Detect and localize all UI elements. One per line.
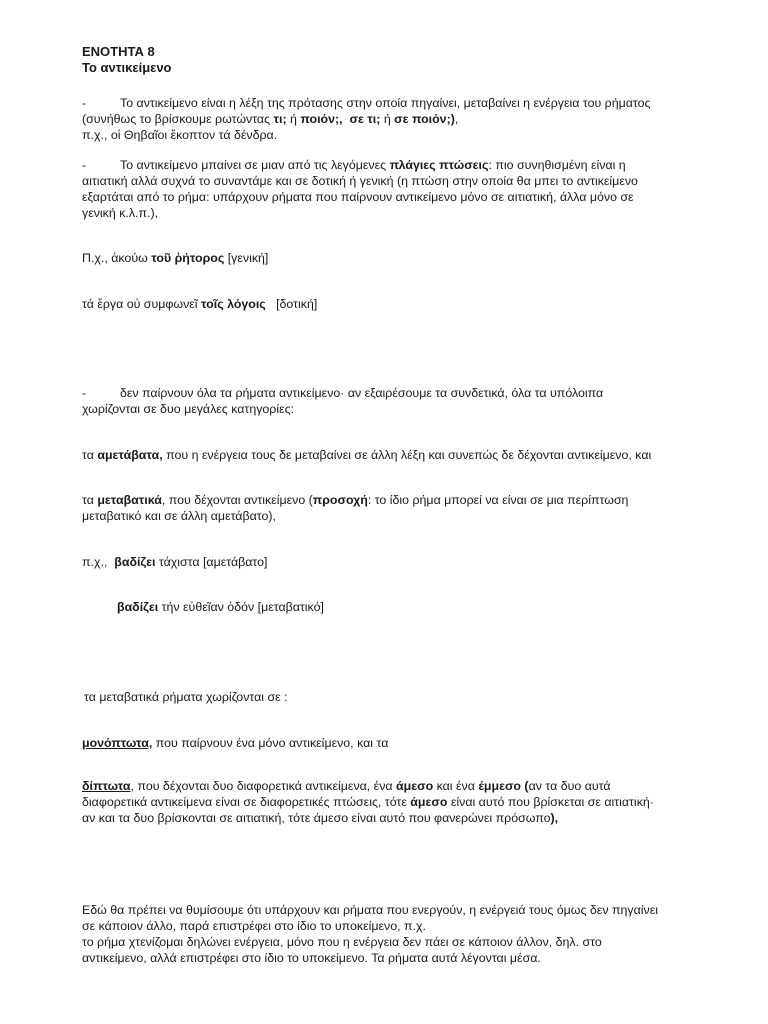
emphasis-text: σε τι; <box>349 112 381 126</box>
text-segment: τα μεταβατικά ρήματα χωρίζονται σε : <box>84 690 288 704</box>
text-segment: το ρήμα χτενίζομαι δηλώνει ενέργεια, μόνο που η ενέργεια δεν πάει σε κάποιον άλλον, δηλ. στο <box>82 935 602 949</box>
text-segment: τήν εὐθεῖαν ὁδόν [μεταβατικό] <box>158 600 324 614</box>
text-segment: (συνήθως το βρίσκουμε ρωτώντας <box>82 112 274 126</box>
para-monoptota <box>82 735 702 751</box>
para-categories <box>82 385 702 417</box>
text-line <box>82 296 702 312</box>
text-segment: που παίρνουν ένα μόνο αντικείμενο, και τα <box>152 736 389 750</box>
emphasis-text: προσοχή <box>312 493 368 507</box>
text-line <box>82 902 702 918</box>
emphasis-text: τοῦ ῥήτορος <box>151 251 225 265</box>
text-line <box>82 554 702 570</box>
emphasis-text: μεταβατικά <box>97 493 162 507</box>
emphasis-text: βαδίζει <box>117 600 159 614</box>
text-segment: μεταβατικό και σε άλλη αμετάβατο), <box>82 509 276 523</box>
text-segment: αιτιατική αλλά συχνά το συναντάμε και σε δοτική ή γενική (η πτώση στην οποία θα μπει το αντικείμενο <box>82 174 638 188</box>
text-line <box>82 810 702 826</box>
text-line <box>82 735 702 751</box>
text-segment: , <box>454 112 459 126</box>
text-line <box>82 447 702 463</box>
para-middle-voice <box>82 902 702 966</box>
text-segment: - <box>82 96 87 110</box>
emphasis-text: σε ποιόν;) <box>394 112 455 126</box>
emphasis-text: τι; <box>273 112 287 126</box>
text-line <box>82 778 702 794</box>
text-line <box>82 250 702 266</box>
text-segment: : το ίδιο ρήμα μπορεί να είναι σε μια περίπτωση <box>367 493 629 507</box>
emphasis-text: άμεσο <box>410 795 448 809</box>
para-example-dative <box>82 296 702 312</box>
text-segment: ή <box>380 112 395 126</box>
text-segment: , που δέχονται δυο διαφορετικά αντικείμενα, ένα <box>130 779 397 793</box>
emphasis-text: αμετάβατα, <box>97 448 163 462</box>
text-segment: τα <box>82 493 98 507</box>
text-segment: και ένα <box>433 779 479 793</box>
text-segment: είναι αυτό που βρίσκεται σε αιτιατική· <box>447 795 654 809</box>
emphasis-text: μονόπτωτα, <box>82 736 153 750</box>
text-segment: αν τα δυο αυτά <box>528 779 611 793</box>
emphasis-text: ), <box>550 811 559 825</box>
text-segment: τάχιστα [αμετάβατο] <box>155 555 268 569</box>
text-line <box>82 127 702 143</box>
text-segment: Το αντικείμενο μπαίνει σε μιαν από τις λεγόμενες <box>120 158 390 172</box>
para-example-transitive <box>117 599 737 615</box>
text-segment: γενική κ.λ.π.), <box>82 206 159 220</box>
text-line <box>82 950 702 966</box>
text-segment: - <box>82 158 87 172</box>
emphasis-text: δίπτωτα <box>82 779 131 793</box>
emphasis-text: βαδίζει <box>114 555 156 569</box>
text-line <box>117 599 737 615</box>
text-segment: : πιο συνηθισμένη είναι η <box>488 158 626 172</box>
text-segment: δεν παίρνουν όλα τα ρήματα αντικείμενο· αν εξαιρέσουμε τα συνδετικά, όλα τα υπόλοιπα <box>120 386 604 400</box>
text-segment: αν και τα δυο βρίσκονται σε αιτιατική, τότε άμεσο είναι αυτό που φανερώνει πρόσωπο <box>82 811 551 825</box>
text-segment: Εδώ θα πρέπει να θυμίσουμε ότι υπάρχουν και ρήματα που ενεργούν, η ενέργειά τους όμως δεν πηγαίνει <box>82 903 658 917</box>
text-line <box>82 95 702 111</box>
text-line <box>82 794 702 810</box>
text-segment: τα <box>82 448 98 462</box>
text-segment: εξαρτάται από το ρήμα: υπάρχουν ρήματα που παίρνουν αντικείμενο μόνο σε αιτιατική, άλλα μόνο σε <box>82 190 634 204</box>
text-segment: - <box>82 386 87 400</box>
text-segment: ή <box>286 112 301 126</box>
para-diptota <box>82 778 702 826</box>
text-segment: [δοτική] <box>265 297 318 311</box>
text-line <box>82 157 702 173</box>
section-title: ΕΝΟΤΗΤΑ 8 <box>82 44 155 59</box>
text-line <box>84 689 704 705</box>
text-line <box>82 111 702 127</box>
para-transitive <box>82 492 702 524</box>
text-line <box>82 508 702 524</box>
text-segment: π.χ., <box>82 555 115 569</box>
text-segment: σε κάποιον άλλο, παρά επιστρέφει στο ίδιο το υποκείμενο, π.χ. <box>82 919 426 933</box>
text-line <box>82 173 702 189</box>
text-segment: που η ενέργεια τους δε μεταβαίνει σε άλλη λέξη και συνεπώς δε δέχονται αντικείμενο, και <box>162 448 652 462</box>
text-segment: αντικείμενο, αλλά επιστρέφει στο ίδιο το υποκείμενο. Τα ρήματα αυτά λέγονται μέσα. <box>82 951 541 965</box>
text-segment: π.χ., οἱ Θηβαῖοι ἔκοπτον τά δένδρα. <box>82 128 278 142</box>
section-heading <box>82 44 702 76</box>
text-segment: , που δέχονται αντικείμενο ( <box>161 493 313 507</box>
text-segment: διαφορετικά αντικείμενα είναι σε διαφορετικές πτώσεις, τότε <box>82 795 411 809</box>
text-segment: [γενική] <box>224 251 269 265</box>
text-segment: Το αντικείμενο είναι η λέξη της πρότασης στην οποία πηγαίνει, μεταβαίνει η ενέργεια του ρήματος <box>120 96 651 110</box>
text-line <box>82 189 702 205</box>
text-segment: Π.χ., ἀκούω <box>82 251 152 265</box>
text-line <box>82 934 702 950</box>
para-cases <box>82 157 702 221</box>
text-line <box>82 385 702 401</box>
para-definition <box>82 95 702 143</box>
text-line <box>82 205 702 221</box>
text-line <box>82 492 702 508</box>
text-segment: τά ἔργα οὐ συμφωνεῖ <box>82 297 201 311</box>
para-intransitive <box>82 447 702 463</box>
text-line <box>82 918 702 934</box>
section-subtitle: Το αντικείμενο <box>82 60 172 75</box>
text-line <box>82 401 702 417</box>
text-segment: χωρίζονται σε δυο μεγάλες κατηγορίες: <box>82 402 295 416</box>
emphasis-text: πλάγιες πτώσεις <box>389 158 489 172</box>
emphasis-text: ποιόν;, <box>300 112 343 126</box>
emphasis-text: έμμεσο ( <box>478 779 529 793</box>
emphasis-text: άμεσο <box>396 779 434 793</box>
para-transitive-split <box>84 689 704 705</box>
emphasis-text: τοῖς λόγοις <box>201 297 266 311</box>
para-example-intransitive <box>82 554 702 570</box>
para-example-genitive <box>82 250 702 266</box>
